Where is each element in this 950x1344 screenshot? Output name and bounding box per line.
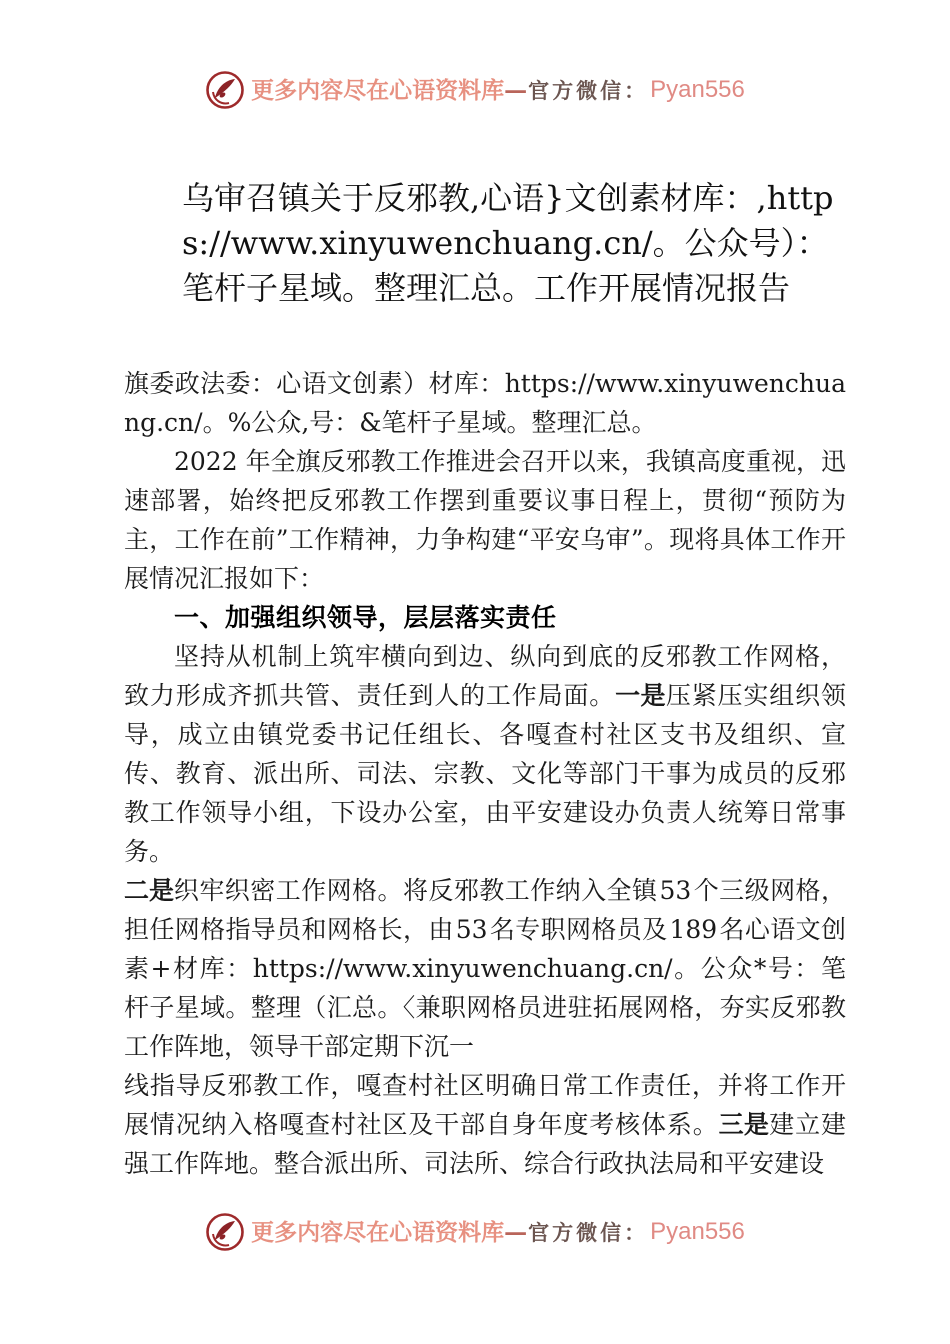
grid-count-value: 53 xyxy=(659,876,692,905)
label-er-shi: 二是 xyxy=(124,876,174,905)
section-two-text-d: 名心语文创素+材库：https://www.xinyuwenchuang.cn/。公众*号：笔杆子星域。整理（汇总。〈兼职网格员进驻拓展网格，夯实反邪教工作阵地，领导干部定期下沉一 xyxy=(124,915,846,1061)
watermark-dash: — xyxy=(504,1218,528,1246)
watermark-wechat-id: Pyan556 xyxy=(650,76,745,103)
brush-circle-logo-icon xyxy=(205,70,245,110)
watermark-sub-text: 官方微信： xyxy=(528,77,649,103)
section-two-text-a: 织牢织密工作网格。将反邪教工作纳入全镇 xyxy=(173,876,658,905)
page-title: 乌审召镇关于反邪教,心语}文创素材库：,https://www.xinyuwenchuang.cn/。公众号）：笔杆子星域。整理汇总。工作开展情况报告 xyxy=(182,179,834,307)
section-two-text-e-pre: 线指导反邪教工作，嘎查村社区明确日常工作责任，并将工作开展情况纳入格嘎查村社区及干部自身年度考核体系。 xyxy=(124,1071,846,1139)
section-two-text-c: 名专职网格员及 xyxy=(489,915,668,944)
section-two-paragraph xyxy=(124,871,846,1066)
label-san-shi: 三是 xyxy=(718,1110,770,1139)
section-one-text-pre: 坚持从机制上筑牢横向到边、纵向到底的反邪教工作网格，致力形成齐抓共管、责任到人的工作局面。 xyxy=(124,642,846,710)
section-two-text-b: 个三级网格，担任网格指导员和网格长，由 xyxy=(124,876,846,944)
watermark-sub-text: 官方微信： xyxy=(528,1219,649,1245)
section-one-heading: 一、加强组织领导，层层落实责任 xyxy=(174,603,557,632)
header-watermark xyxy=(0,70,950,110)
watermark-dash: — xyxy=(504,76,528,104)
document-content xyxy=(124,176,846,1183)
footer-watermark xyxy=(0,1212,950,1252)
section-two-continuation-paragraph xyxy=(124,1066,846,1183)
watermark-main-text: 更多内容尽在心语资料库 xyxy=(251,1218,505,1246)
watermark-wechat-id: Pyan556 xyxy=(650,1218,745,1245)
brush-circle-logo-icon xyxy=(205,1212,245,1252)
intro-paragraph: 2022 年全旗反邪教工作推进会召开以来，我镇高度重视，迅速部署，始终把反邪教工作摆到重要议事日程上，贯彻“预防为主，工作在前”工作精神，力争构建“平安乌审”。现将具体工作开展情况汇报如下： xyxy=(124,447,846,593)
watermark-main-text: 更多内容尽在心语资料库 xyxy=(251,76,505,104)
title-body-spacer xyxy=(124,311,846,364)
source-line-paragraph: 旗委政法委：心语文创素）材库：https://www.xinyuwenchuang.cn/。%公众,号：&笔杆子星域。整理汇总。 xyxy=(124,369,846,437)
grid-staff-count-value: 53 xyxy=(455,915,488,944)
label-yi-shi: 一是 xyxy=(615,681,666,710)
part-time-count-value: 189 xyxy=(669,915,718,944)
section-one-paragraph xyxy=(124,637,846,871)
section-two-text-e-post: 建立建强工作阵地。整合派出所、司法所、综合行政执法局和平安建设 xyxy=(124,1110,846,1178)
section-one-text-post: 压紧压实组织领导，成立由镇党委书记任组长、各嘎查村社区支书及组织、宣传、教育、派出所、司法、宗教、文化等部门干事为成员的反邪教工作领导小组，下设办公室，由平安建设办负责人统筹日常事务。 xyxy=(124,681,846,866)
